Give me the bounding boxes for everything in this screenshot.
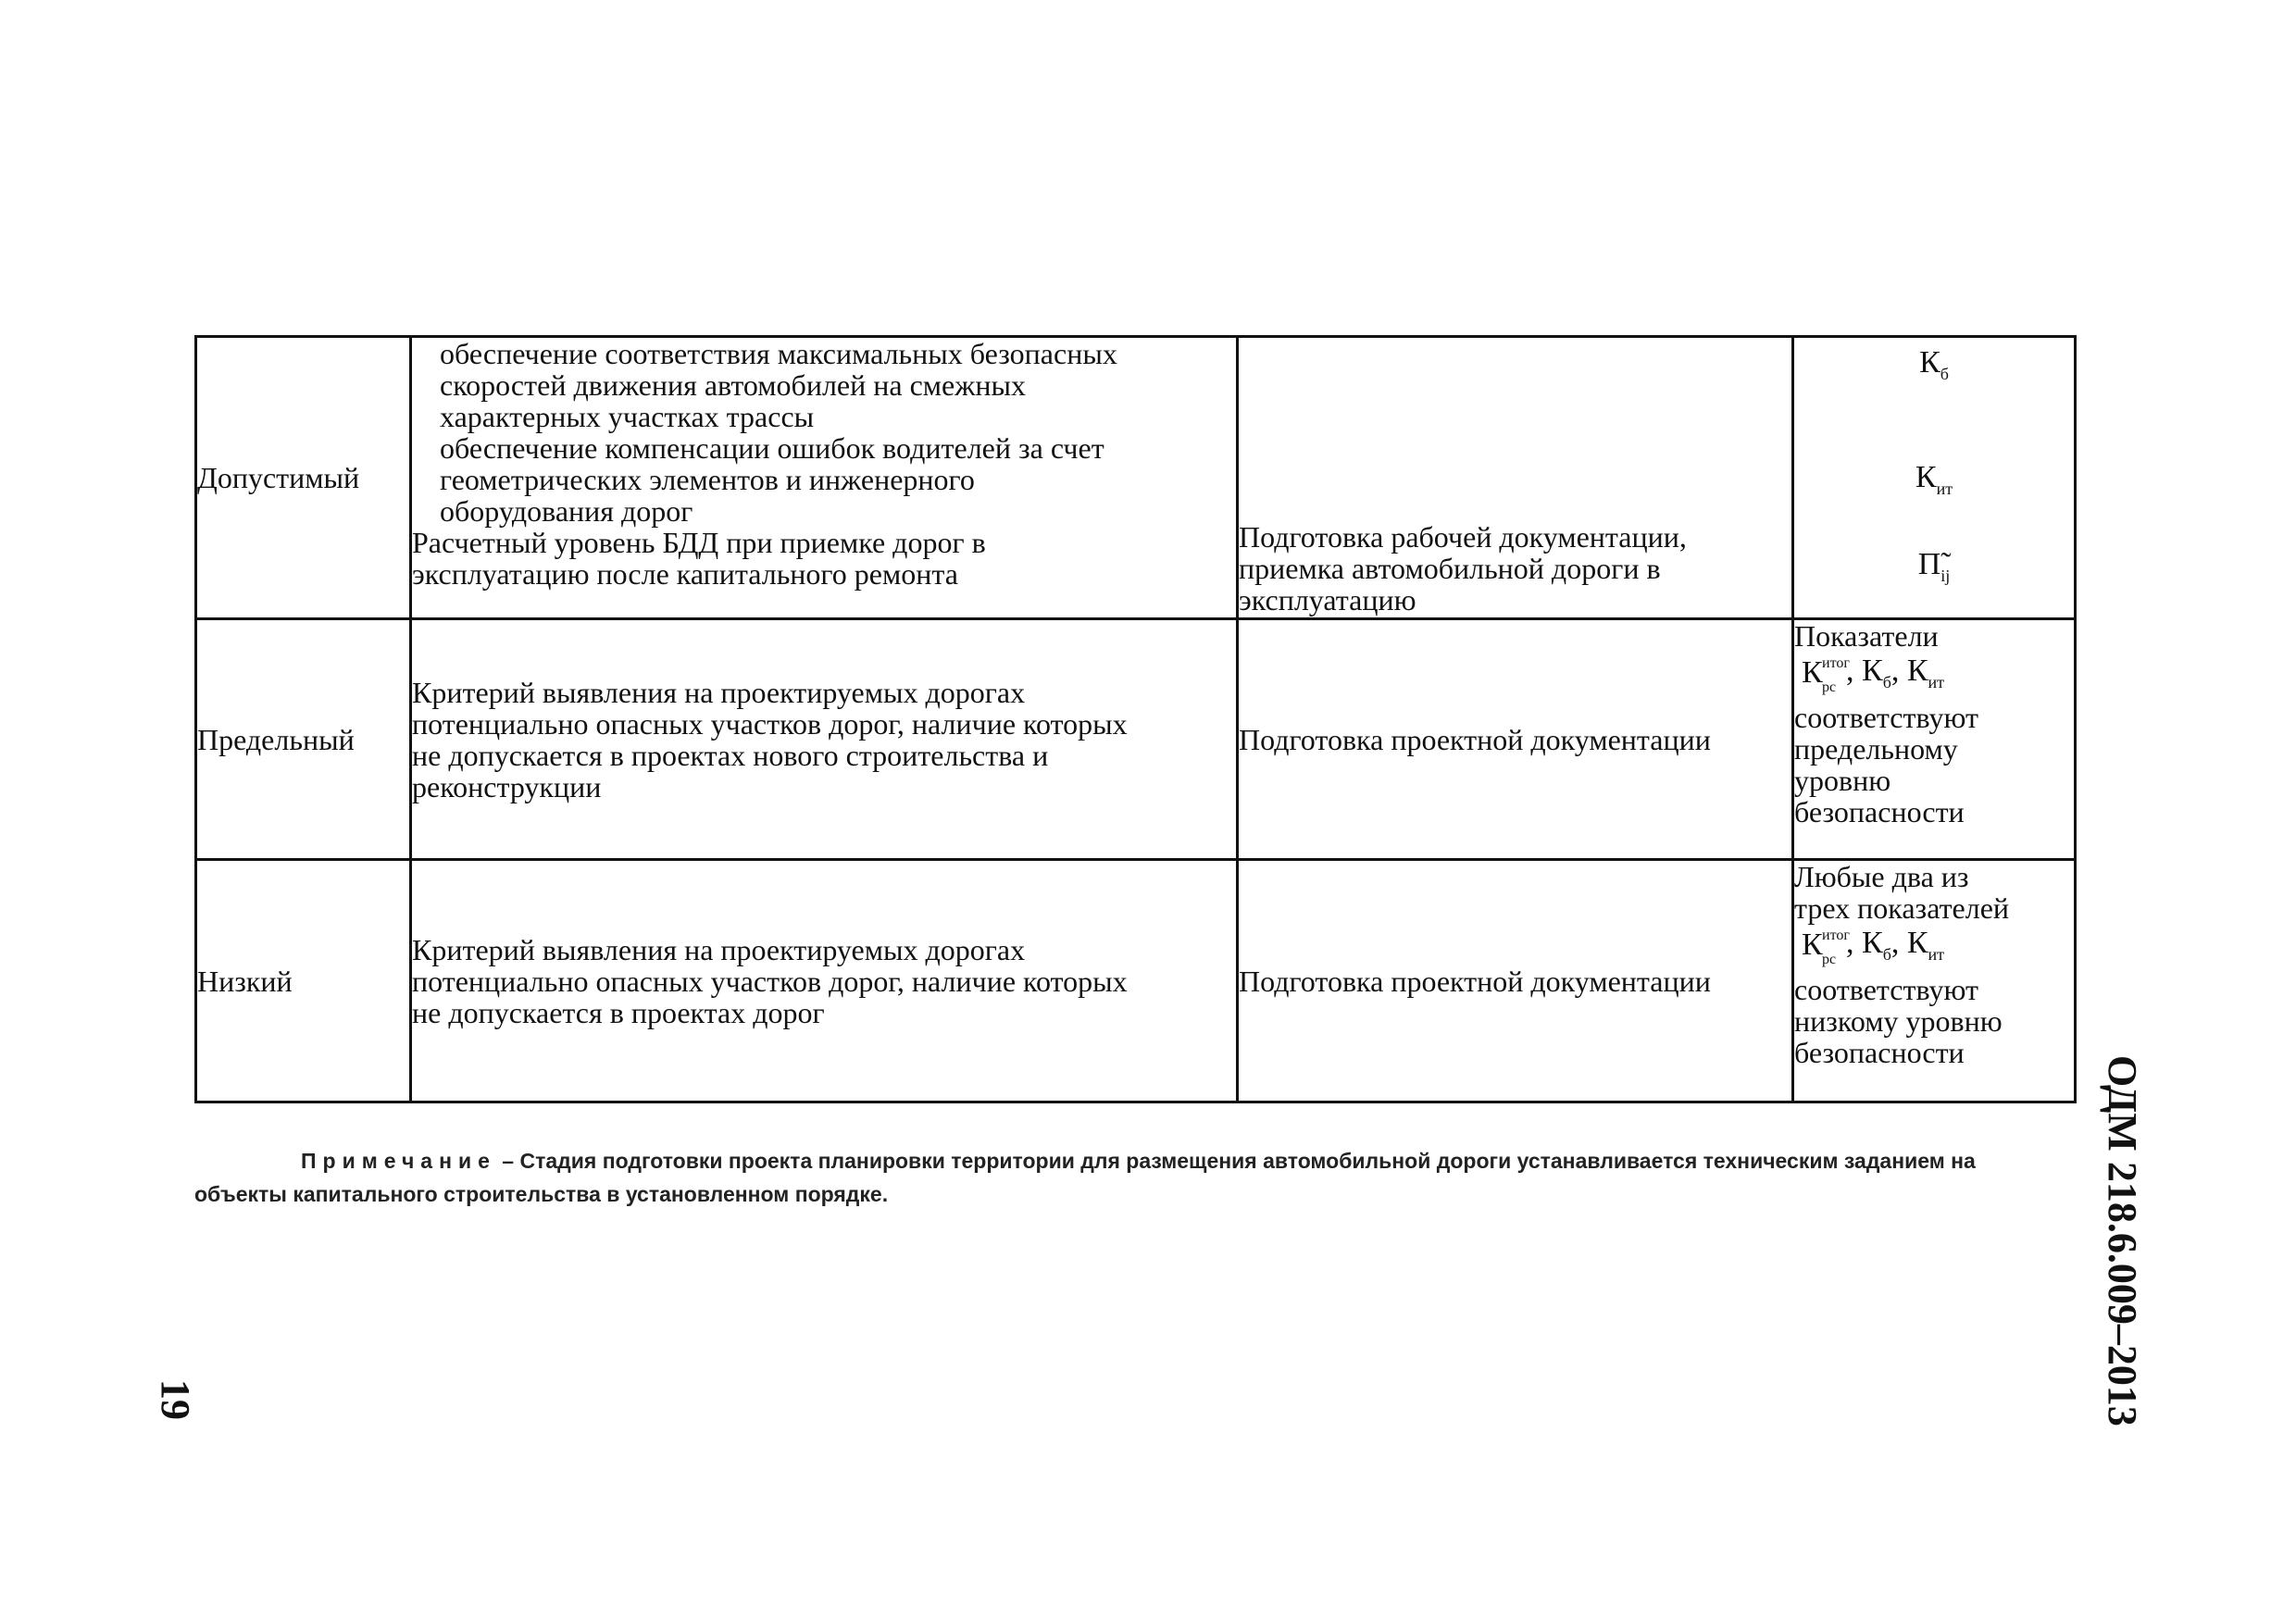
indicators-cell (1793, 337, 2076, 619)
indicator-line: соответствуют (1794, 972, 1978, 1006)
criteria-line: характерных участках трассы (440, 400, 815, 433)
table-row (196, 860, 2076, 1102)
criteria-line: обеспечение компенсации ошибок водителей за счет (440, 431, 1104, 465)
page-number: 19 (153, 1379, 198, 1420)
table-row (196, 619, 2076, 860)
indicator-line: безопасности (1794, 794, 1965, 828)
criteria-line: скоростей движения автомобилей на смежных (440, 368, 1026, 402)
criteria-cell (411, 619, 1238, 860)
criteria-line: Критерий выявления на проектируемых дорогах (412, 932, 1026, 966)
level-cell (196, 337, 411, 619)
indicator-line: низкому уровню (1794, 1003, 2003, 1038)
criteria-line: не допускается в проектах дорог (412, 995, 825, 1029)
level-label: Низкий (197, 964, 293, 998)
criteria-line: потенциально опасных участков дорог, наличие которых (412, 964, 1128, 998)
indicator-k-b: $К_б$ (1919, 345, 1949, 383)
note-label: Примечание (301, 1149, 496, 1173)
criteria-line: не допускается в проектах нового строительства и (412, 738, 1049, 772)
indicator-heading: Любые два из (1794, 860, 1969, 893)
criteria-line: Критерий выявления на проектируемых дорогах (412, 675, 1026, 709)
criteria-line: эксплуатацию после капитального ремонта (412, 557, 958, 591)
indicator-line: соответствуют (1794, 700, 1978, 734)
stage-cell (1238, 337, 1793, 619)
table-note (194, 1144, 2009, 1211)
stage-cell (1238, 619, 1793, 860)
indicator-line: предельному (1794, 731, 1958, 766)
stage-text: Подготовка проектной документации (1239, 722, 1711, 756)
document-code: ОДМ 218.6.009–2013 (2100, 1055, 2145, 1426)
note-text: – Стадия подготовки проекта планировки территории для размещения автомобильной дороги устанавливается техническим заданием на объекты капитального строительства в установленном порядке. (194, 1149, 1976, 1206)
indicator-formula: К итог рс , $К_б$, $К_{ит}$ (1802, 926, 1945, 968)
indicator-k-it: $К_{ит}$ (1915, 459, 1953, 498)
criteria-cell (411, 860, 1238, 1102)
level-label: Предельный (197, 722, 355, 756)
indicators-cell (1793, 619, 2076, 860)
criteria-line: оборудования дорог (440, 494, 693, 528)
level-cell (196, 619, 411, 860)
stage-line: Подготовка рабочей документации, (1239, 520, 1687, 554)
stage-cell (1238, 860, 1793, 1102)
criteria-line: потенциально опасных участков дорог, наличие которых (412, 706, 1128, 741)
stage-line: эксплуатацию (1239, 583, 1416, 616)
indicator-line: безопасности (1794, 1035, 1965, 1069)
indicator-heading: трех показателей (1794, 891, 2010, 925)
level-label: Допустимый (197, 461, 360, 494)
criteria-line: реконструкции (412, 769, 602, 803)
criteria-cell (411, 337, 1238, 619)
criteria-line: Расчетный уровень БДД при приемке дорог в (412, 526, 986, 559)
safety-levels-table (194, 335, 2077, 1103)
indicator-formula: К итог рс , $К_б$, $К_{ит}$ (1802, 654, 1945, 696)
indicator-p-ij: $П̃_{ij}$ (1917, 546, 1951, 585)
table-row (196, 337, 2076, 619)
stage-line: приемка автомобильной дороги в (1239, 552, 1661, 585)
criteria-line: обеспечение соответствия максимальных безопасных (440, 337, 1117, 370)
level-cell (196, 860, 411, 1102)
stage-text: Подготовка проектной документации (1239, 964, 1711, 998)
indicator-heading: Показатели (1794, 619, 1939, 653)
indicator-line: уровню (1794, 763, 1891, 797)
indicators-cell (1793, 860, 2076, 1102)
criteria-line: геометрических элементов и инженерного (440, 463, 975, 496)
